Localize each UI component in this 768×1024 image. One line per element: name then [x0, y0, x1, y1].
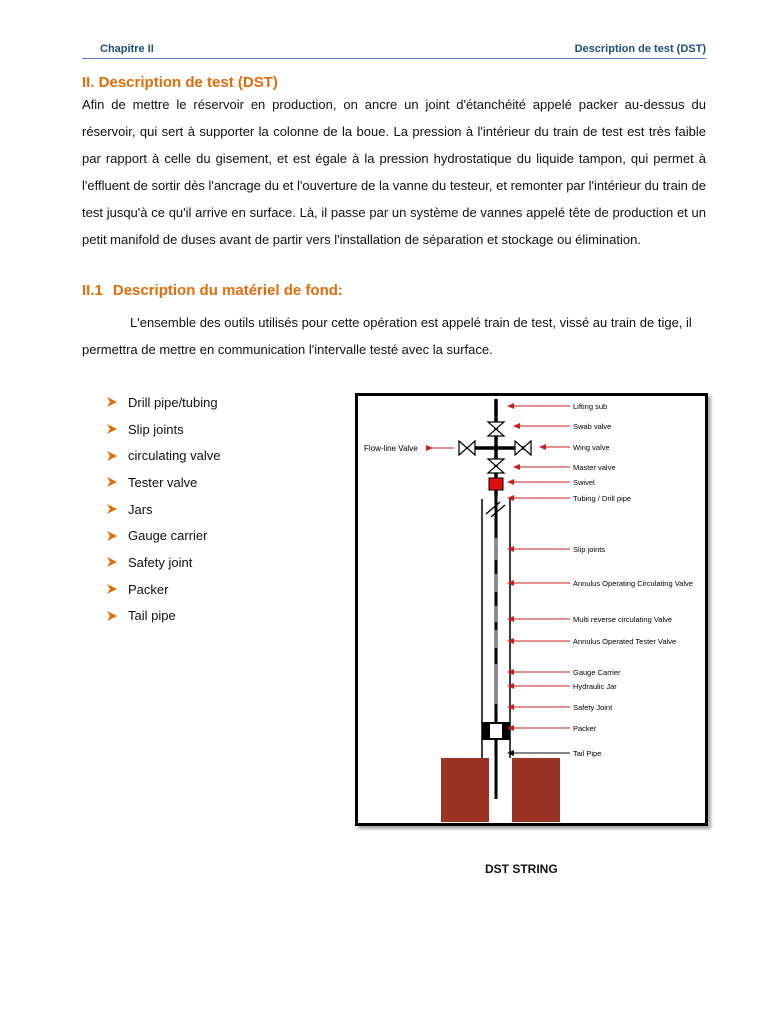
- equipment-list-item: [106, 549, 221, 576]
- equipment-list-label: Tester valve: [128, 474, 198, 490]
- formation-left: [441, 758, 489, 822]
- equipment-list-item: [106, 603, 221, 630]
- arrow-bullet-icon: [106, 423, 118, 435]
- flow-line-valve-symbol: [459, 441, 475, 455]
- flow-line-valve-label: Flow-line Valve: [364, 444, 418, 453]
- equipment-list-item: [106, 389, 221, 416]
- equipment-list-item: [106, 496, 221, 523]
- swivel-symbol: [489, 478, 503, 490]
- callout-label: Packer: [573, 724, 597, 733]
- header-rule: [82, 58, 706, 59]
- equipment-list-item: [106, 469, 221, 496]
- callout-label: Multi reverse circulating Valve: [573, 615, 673, 624]
- callout-label: Wing valve: [573, 443, 610, 452]
- arrow-bullet-icon: [106, 503, 118, 515]
- callout-label: Tubing / Drill pipe: [573, 494, 632, 503]
- equipment-list-item: [106, 576, 221, 603]
- equipment-list: [106, 389, 221, 629]
- reverse-valve-tool: [494, 606, 498, 622]
- arrow-bullet-icon: [106, 610, 118, 622]
- pipe-break-2: [491, 505, 505, 517]
- pipe-break-1: [486, 502, 500, 514]
- section-heading: II. Description de test (DST): [82, 74, 278, 91]
- slip-joints-tool: [494, 538, 498, 560]
- swab-valve-symbol: [488, 422, 504, 436]
- dst-string-diagram: [358, 396, 705, 823]
- equipment-list-item: [106, 522, 221, 549]
- callout-label: Annulus Operated Tester Valve: [573, 637, 677, 646]
- equipment-list-label: circulating valve: [128, 448, 221, 464]
- callout-label: Tail Pipe: [573, 749, 602, 758]
- callout-label: Hydraulic Jar: [573, 682, 617, 691]
- header-chapter: Chapitre II: [100, 43, 154, 55]
- callout-label: Swivel: [573, 478, 595, 487]
- subsection-paragraph: L'ensemble des outils utilisés pour cette opération est appelé train de test, vissé au train de tige, il permettra de mettre en communication l'intervalle testé avec la surface.: [82, 315, 692, 357]
- equipment-list-item: [106, 442, 221, 469]
- figure-caption: DST STRING: [485, 862, 558, 876]
- arrow-bullet-icon: [106, 476, 118, 488]
- equipment-list-label: Packer: [128, 581, 169, 597]
- callout-label: Annulus Operating Circulating Valve: [573, 579, 693, 588]
- subsection-heading: [82, 282, 343, 299]
- wing-valve-symbol: [515, 441, 531, 455]
- circulating-valve-tool: [494, 574, 498, 592]
- equipment-list-label: Gauge carrier: [128, 528, 208, 544]
- callout-label: Lifting sub: [573, 402, 608, 411]
- equipment-list-label: Tail pipe: [128, 608, 176, 624]
- equipment-list-label: Slip joints: [128, 421, 184, 437]
- header-title: Description de test (DST): [574, 43, 706, 55]
- equipment-list-label: Jars: [128, 501, 153, 517]
- formation-right: [512, 758, 560, 822]
- master-valve-symbol: [488, 459, 504, 473]
- arrow-bullet-icon: [106, 396, 118, 408]
- callout-label: Master valve: [573, 463, 616, 472]
- equipment-list-label: Drill pipe/tubing: [128, 394, 218, 410]
- dst-string-figure: [355, 393, 708, 826]
- subsection-number: II.1: [82, 282, 103, 299]
- callout-label: Gauge Carrier: [573, 668, 621, 677]
- tester-valve-tool: [494, 630, 498, 648]
- arrow-bullet-icon: [106, 556, 118, 568]
- section-paragraph: Afin de mettre le réservoir en production, on ancre un joint d'étanchéité appelé packer au-dessus du réservoir, qui sert à supporter la colonne de la boue. La pression à l'intérieur du train de test est très faible par rapport à celle du gisement, et est égale à la pression hydrostatique du liquide tampon, qui permet à l'effluent de sortir dès l'ancrage du et l'ouverture de la vanne du testeur, et remonter par l'intérieur du train de test jusqu'à ce qu'il arrive en surface. Là, il passe par un système de vannes appelé tête de production et un petit manifold de duses avant de partir vers l'installation de séparation et stockage ou élimination.: [82, 97, 706, 247]
- subsection-title: Description du matériel de fond:: [112, 282, 343, 299]
- arrow-bullet-icon: [106, 583, 118, 595]
- arrow-bullet-icon: [106, 530, 118, 542]
- packer-bore: [490, 724, 502, 738]
- equipment-list-label: Safety joint: [128, 554, 193, 570]
- arrow-bullet-icon: [106, 450, 118, 462]
- gauge-carrier-tool: [494, 664, 498, 704]
- equipment-list-item: [106, 416, 221, 443]
- callout-label: Swab valve: [573, 422, 612, 431]
- callout-label: Slip joints: [573, 545, 606, 554]
- callout-label: Safety Joint: [573, 703, 613, 712]
